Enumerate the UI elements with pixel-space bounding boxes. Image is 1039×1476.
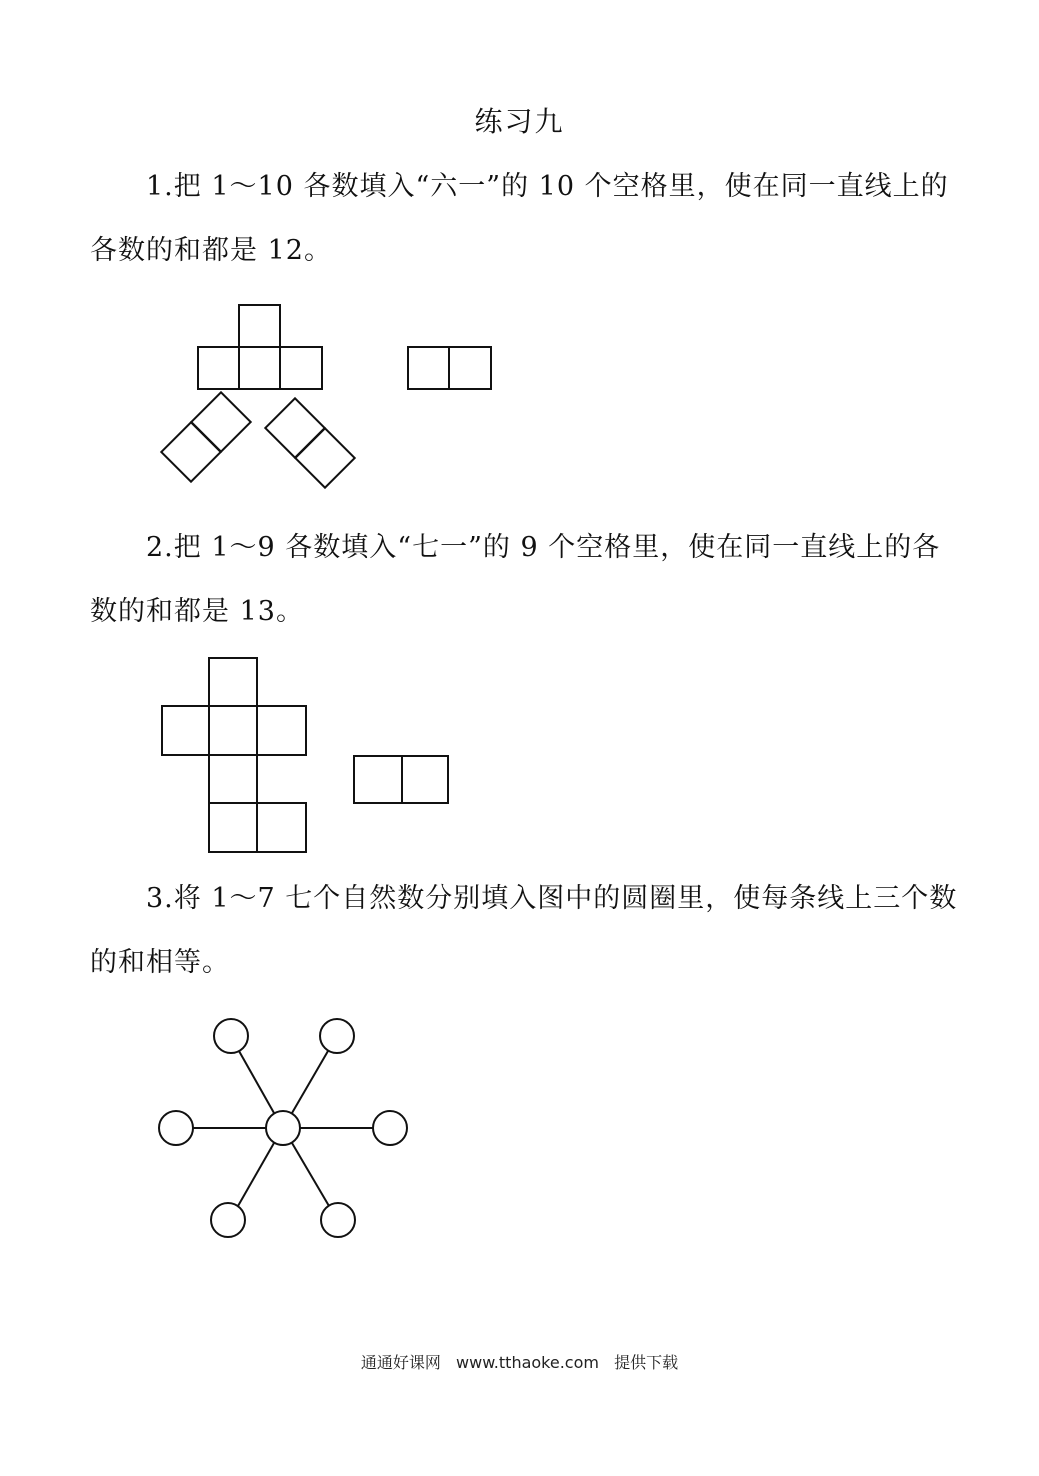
question-2-text: 把 1～9 各数填入“七一”的 9 个空格里，使在同一直线上的各数的和都是 13。 [90, 532, 941, 627]
answer-circle [211, 1203, 245, 1237]
question-1-text: 把 1～10 各数填入“六一”的 10 个空格里，使在同一直线上的各数的和都是 12。 [90, 171, 949, 266]
answer-circle [159, 1111, 193, 1145]
answer-circle [321, 1203, 355, 1237]
page-footer [0, 1350, 1039, 1373]
footer-url[interactable]: www.tthaoke.com [456, 1353, 599, 1372]
connector-line [239, 1051, 274, 1113]
question-3-number: 3. [146, 883, 174, 914]
connector-line [292, 1143, 329, 1206]
question-3-text: 将 1～7 七个自然数分别填入图中的圆圈里，使每条线上三个数的和相等。 [90, 883, 958, 978]
answer-circle [373, 1111, 407, 1145]
footer-site-name: 通通好课网 [360, 1353, 441, 1372]
answer-circle [320, 1019, 354, 1053]
question-1-number: 1. [146, 171, 174, 202]
footer-suffix: 提供下载 [614, 1353, 679, 1372]
page-title: 练习九 [474, 105, 565, 138]
connector-line [238, 1143, 274, 1206]
answer-circle [266, 1111, 300, 1145]
connector-line [292, 1051, 328, 1113]
question-2-number: 2. [146, 532, 174, 563]
answer-circle [214, 1019, 248, 1053]
